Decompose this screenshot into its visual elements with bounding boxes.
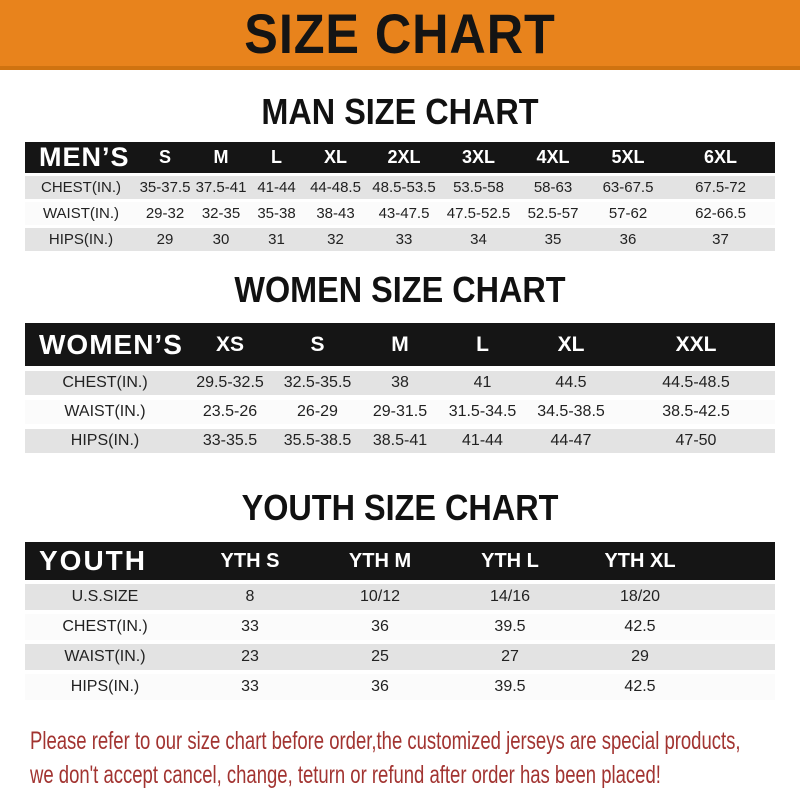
youth-heading-text: YOUTH SIZE CHART [241,487,559,528]
spacer-cell [705,644,775,670]
women-size-column-header: XS [215,332,244,356]
men-value-cell: 32-35 [201,205,241,222]
men-header-row [25,142,775,173]
youth-section-heading [0,486,800,530]
men-value-cell: 52.5-57 [527,205,579,222]
women-heading-text: WOMEN SIZE CHART [234,269,566,310]
youth-value-cell: 42.5 [624,678,656,695]
women-value-cell: 47-50 [675,432,717,449]
men-size-column-header: 5XL [611,147,645,167]
men-row-label: WAIST(IN.) [42,205,120,222]
women-value-cell: 29.5-32.5 [196,374,264,391]
men-size-column-header: M [213,147,229,167]
youth-value-cell: 36 [371,618,389,635]
men-size-column-header: 4XL [536,147,570,167]
men-size-column-header: XL [323,147,347,167]
women-size-column-header: XL [557,332,585,356]
youth-size-column-header: YTH S [220,549,280,572]
men-value-cell: 35-37.5 [139,179,191,196]
men-value-cell: 37.5-41 [195,179,247,196]
men-value-cell: 57-62 [608,205,648,222]
order-note [0,724,800,792]
spacer-cell [705,584,775,610]
men-value-cell: 53.5-58 [453,179,504,196]
youth-value-cell: 42.5 [624,618,656,635]
men-size-column-header: 3XL [461,147,495,167]
men-row-label: HIPS(IN.) [48,231,114,248]
spacer-cell [705,542,775,580]
women-size-column-header: S [310,332,325,356]
women-measure-row [25,400,775,424]
men-table-title: MEN’S [39,142,130,172]
men-value-cell: 38-43 [316,205,355,222]
women-value-cell: 41-44 [462,432,503,449]
men-measure-row [25,202,775,225]
men-size-table [25,139,775,254]
women-value-cell: 34.5-38.5 [537,403,605,420]
women-value-cell: 44-47 [550,432,592,449]
youth-header-row [25,542,775,580]
women-row-label: CHEST(IN.) [62,374,148,391]
size-chart-banner [0,0,800,70]
women-value-cell: 31.5-34.5 [448,403,517,420]
men-value-cell: 32 [327,231,344,248]
youth-row-label: WAIST(IN.) [64,648,146,665]
youth-value-cell: 8 [245,588,255,605]
men-value-cell: 43-47.5 [378,205,430,222]
women-value-cell: 32.5-35.5 [283,374,352,391]
men-value-cell: 35 [544,231,562,248]
men-value-cell: 36 [619,231,637,248]
men-size-column-header: 2XL [387,147,421,167]
youth-measure-row [25,674,775,700]
women-value-cell: 38.5-41 [372,432,428,449]
youth-measure-row [25,614,775,640]
youth-value-cell: 39.5 [494,618,526,635]
man-heading-text: MAN SIZE CHART [261,91,539,132]
youth-row-label: CHEST(IN.) [62,618,148,635]
women-value-cell: 38 [391,374,409,391]
men-value-cell: 63-67.5 [602,179,654,196]
youth-value-cell: 23 [241,648,259,665]
spacer-cell [705,614,775,640]
youth-size-column-header: YTH XL [604,549,676,572]
women-table-title: WOMEN’S [39,328,183,360]
youth-row-label: HIPS(IN.) [70,678,140,695]
men-value-cell: 31 [268,231,285,248]
men-value-cell: 58-63 [533,179,573,196]
women-measure-row [25,371,775,395]
youth-value-cell: 29 [631,648,649,665]
youth-size-column-header: YTH L [481,549,539,572]
youth-value-cell: 14/16 [489,588,531,605]
youth-value-cell: 36 [371,678,389,695]
youth-value-cell: 27 [501,648,519,665]
banner-title: SIZE CHART [244,1,556,65]
youth-value-cell: 33 [241,678,259,695]
youth-value-cell: 18/20 [619,588,661,605]
men-value-cell: 67.5-72 [695,179,746,196]
men-measure-row [25,228,775,251]
youth-size-table [25,538,775,704]
men-value-cell: 41-44 [257,179,296,196]
men-value-cell: 33 [395,231,413,248]
youth-value-cell: 39.5 [494,678,526,695]
women-value-cell: 33-35.5 [202,432,258,449]
men-value-cell: 29-32 [145,205,185,222]
men-value-cell: 62-66.5 [695,205,746,222]
women-row-label: WAIST(IN.) [64,403,146,420]
women-size-column-header: M [391,332,409,356]
men-value-cell: 30 [212,231,230,248]
women-value-cell: 38.5-42.5 [662,403,730,420]
spacer-cell [705,674,775,700]
women-header-row [25,323,775,366]
men-value-cell: 47.5-52.5 [446,205,511,222]
women-value-cell: 23.5-26 [202,403,258,420]
men-row-label: CHEST(IN.) [41,179,121,196]
youth-value-cell: 33 [241,618,259,635]
men-value-cell: 37 [712,231,729,248]
men-value-cell: 29 [156,231,174,248]
youth-value-cell: 25 [371,648,389,665]
women-row-label: HIPS(IN.) [70,432,140,449]
note-line-2: we don't accept cancel, change, teturn or refund after order has been placed! [30,761,661,789]
men-size-column-header: L [271,147,282,167]
men-measure-row [25,176,775,199]
women-value-cell: 44.5-48.5 [662,374,730,391]
note-line-1: Please refer to our size chart before order,the customized jerseys are special products, [30,727,741,755]
men-value-cell: 48.5-53.5 [372,179,436,196]
youth-table-title: YOUTH [39,545,147,576]
women-value-cell: 44.5 [555,374,587,391]
youth-measure-row [25,584,775,610]
men-value-cell: 34 [470,231,487,248]
man-section-heading [0,90,800,134]
women-value-cell: 35.5-38.5 [283,432,352,449]
youth-measure-row [25,644,775,670]
women-size-column-header: L [476,332,489,356]
women-size-table [25,318,775,458]
men-size-column-header: 6XL [703,147,737,167]
men-value-cell: 44-48.5 [310,179,361,196]
women-value-cell: 29-31.5 [372,403,428,420]
women-size-column-header: XXL [675,332,717,356]
women-measure-row [25,429,775,453]
youth-row-label: U.S.SIZE [71,588,139,605]
women-value-cell: 41 [473,374,492,391]
youth-size-column-header: YTH M [348,549,412,572]
youth-value-cell: 10/12 [359,588,401,605]
women-section-heading [0,268,800,312]
men-size-column-header: S [158,147,171,167]
women-value-cell: 26-29 [297,403,338,420]
men-value-cell: 35-38 [257,205,296,222]
